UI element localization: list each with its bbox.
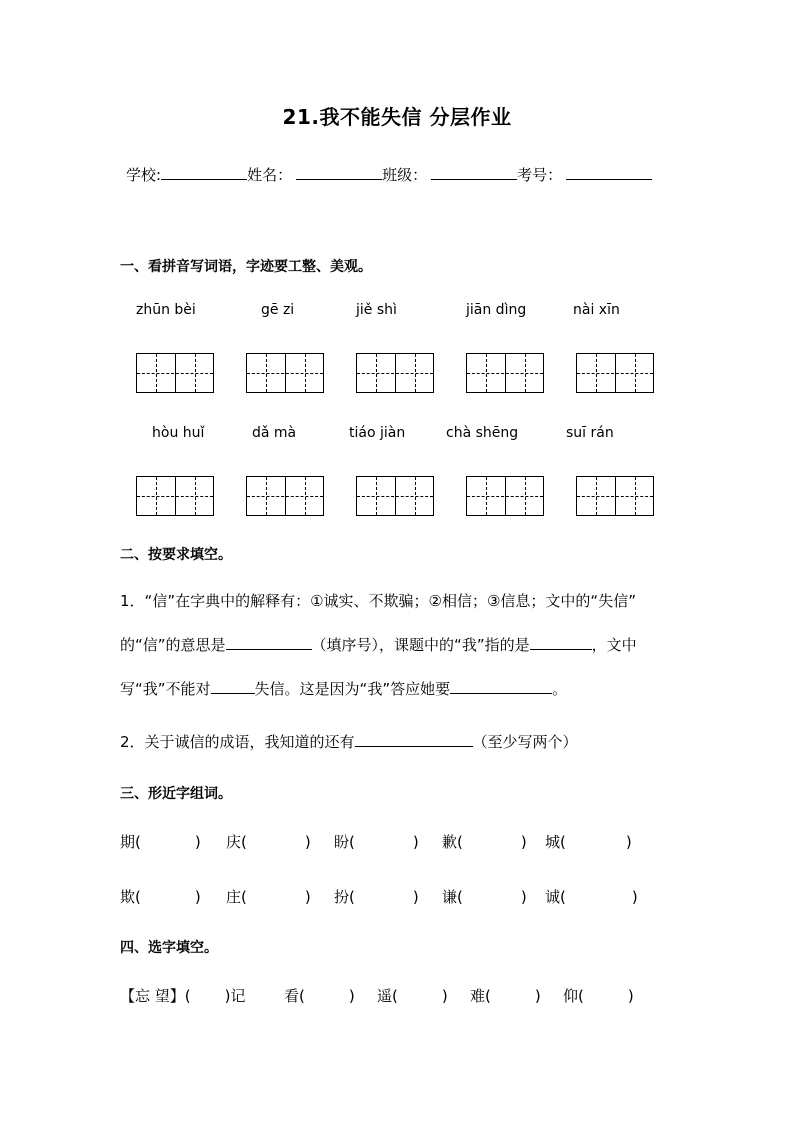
exam-no-blank[interactable] — [566, 165, 652, 180]
question-1-line-3 — [120, 678, 567, 699]
section-1-title: 一、看拼音写词语，字迹要工整、美观。 — [120, 259, 372, 275]
pinyin-label: nài xīn — [573, 302, 620, 318]
char-choice-item[interactable]: 遥( ) — [377, 987, 448, 1005]
section-3-title: 三、形近字组词。 — [120, 786, 232, 802]
char-pair[interactable]: 谦( ) — [442, 888, 527, 906]
char-pair[interactable]: 扮( ) — [334, 888, 419, 906]
writing-grid[interactable] — [576, 353, 654, 393]
writing-grid[interactable] — [356, 476, 434, 516]
page-title: 21.我不能失信 分层作业 — [282, 105, 512, 129]
char-pair[interactable]: 歉( ) — [442, 833, 527, 851]
q2-text: 2．关于诚信的成语，我知道的还有 — [120, 733, 355, 751]
char-pair[interactable]: 城( ) — [545, 833, 632, 851]
exam-no-label: 考号： — [517, 166, 563, 184]
writing-grid[interactable] — [136, 353, 214, 393]
pinyin-label: zhūn bèi — [136, 302, 196, 318]
pinyin-label: dǎ mà — [252, 425, 297, 441]
writing-grid[interactable] — [136, 476, 214, 516]
q1-text: 失信。这是因为“我”答应她要 — [254, 680, 451, 698]
school-blank[interactable] — [161, 165, 247, 180]
char-pair[interactable]: 诚( ) — [545, 888, 638, 906]
q1-blank-promise[interactable] — [450, 679, 552, 694]
q1-text: 的“信”的意思是 — [120, 636, 226, 654]
pinyin-label: jiān dìng — [466, 302, 527, 318]
name-blank[interactable] — [296, 165, 382, 180]
char-pair[interactable]: 盼( ) — [334, 833, 419, 851]
question-1-line-2 — [120, 634, 637, 655]
q1-text: （填序号），课题中的“我”指的是 — [311, 636, 530, 654]
char-choice-item[interactable]: 仰( ) — [563, 987, 634, 1005]
pinyin-label: suī rán — [566, 425, 614, 441]
student-info-row — [126, 164, 652, 185]
writing-grid[interactable] — [466, 353, 544, 393]
choose-char-row — [120, 985, 660, 1007]
q1-blank-whom[interactable] — [211, 679, 255, 694]
writing-grid[interactable] — [576, 476, 654, 516]
char-pair[interactable]: 期( ) — [120, 833, 201, 851]
q1-blank-who[interactable] — [530, 635, 592, 650]
q2-blank-idioms[interactable] — [355, 732, 473, 747]
q2-text: （至少写两个） — [472, 733, 578, 751]
pinyin-label: chà shēng — [446, 425, 519, 441]
question-2 — [120, 731, 578, 752]
char-pair[interactable]: 庄( ) — [226, 888, 311, 906]
pinyin-label: tiáo jiàn — [349, 425, 406, 441]
question-1-line-1: 1．“信”在字典中的解释有：①诚实、不欺骗；②相信；③信息；文中的“失信” — [120, 592, 636, 610]
q1-blank-meaning[interactable] — [226, 635, 312, 650]
similar-chars-row-2 — [120, 886, 680, 908]
similar-chars-row-1 — [120, 831, 680, 853]
section-2-title: 二、按要求填空。 — [120, 547, 232, 563]
class-blank[interactable] — [431, 165, 517, 180]
q1-text: 。 — [552, 680, 568, 698]
pinyin-label: hòu huǐ — [152, 425, 205, 441]
writing-grid[interactable] — [466, 476, 544, 516]
writing-grid[interactable] — [356, 353, 434, 393]
pinyin-label: gē zi — [261, 302, 295, 318]
class-label: 班级： — [382, 166, 428, 184]
writing-grid[interactable] — [246, 476, 324, 516]
school-label: 学校: — [126, 166, 162, 184]
char-pair[interactable]: 庆( ) — [226, 833, 311, 851]
pinyin-label: jiě shì — [356, 302, 397, 318]
char-choice-item[interactable]: 【忘 望】( )记 — [120, 987, 246, 1005]
char-choice-item[interactable]: 看( ) — [284, 987, 355, 1005]
char-pair[interactable]: 欺( ) — [120, 888, 201, 906]
writing-grid[interactable] — [246, 353, 324, 393]
q1-text: 写“我”不能对 — [120, 680, 211, 698]
q1-text: ，文中 — [591, 636, 637, 654]
section-4-title: 四、选字填空。 — [120, 940, 218, 956]
name-label: 姓名： — [247, 166, 293, 184]
char-choice-item[interactable]: 难( ) — [470, 987, 541, 1005]
